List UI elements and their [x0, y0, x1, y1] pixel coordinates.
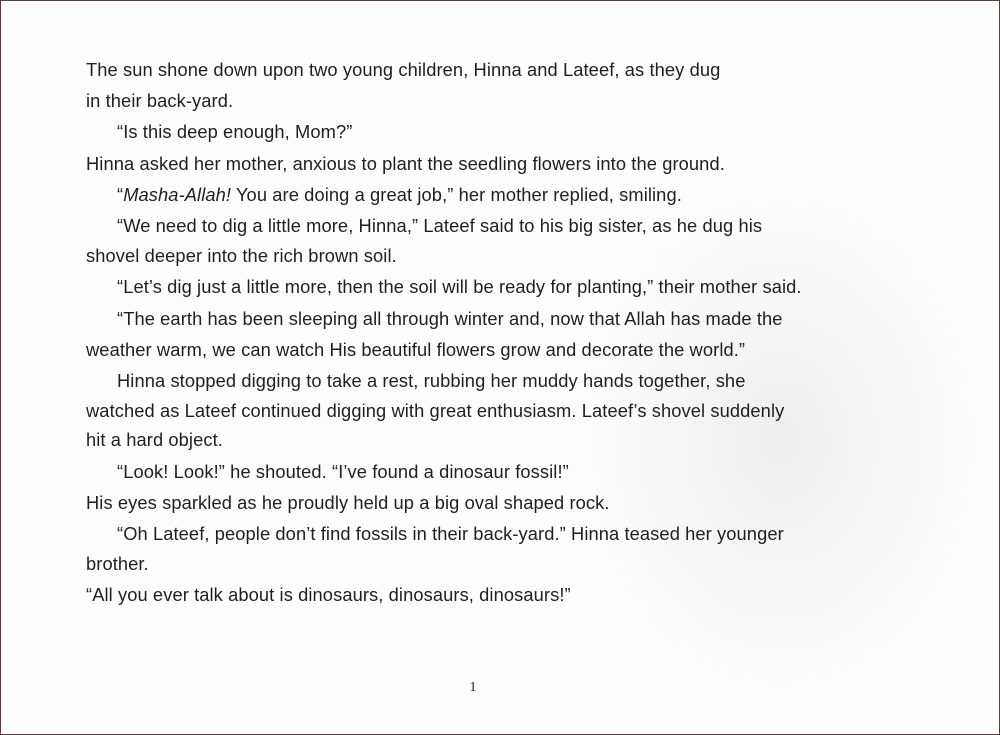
text-line: weather warm, we can watch His beautiful flowers grow and decorate the world.”: [86, 339, 746, 360]
line-remainder: You are doing a great job,” her mother replied, smiling.: [231, 184, 682, 205]
text-line: Hinna asked her mother, anxious to plant the seedling flowers into the ground.: [86, 153, 725, 174]
text-line: hit a hard object.: [86, 429, 223, 450]
text-line: “All you ever talk about is dinosaurs, dinosaurs, dinosaurs!”: [86, 584, 571, 605]
text-line: “Look! Look!” he shouted. “I’ve found a dinosaur fossil!”: [117, 461, 569, 482]
text-line: in their back-yard.: [86, 90, 234, 111]
text-line: “Oh Lateef, people don’t find fossils in their back-yard.” Hinna teased her younger: [117, 523, 784, 544]
text-line: shovel deeper into the rich brown soil.: [86, 245, 397, 266]
text-line: [117, 184, 682, 206]
text-line: “Is this deep enough, Mom?”: [117, 121, 353, 142]
text-line: “The earth has been sleeping all through winter and, now that Allah has made the: [117, 308, 783, 329]
text-line: His eyes sparkled as he proudly held up a big oval shaped rock.: [86, 492, 610, 513]
text-line: brother.: [86, 553, 149, 574]
page-number: 1: [469, 680, 477, 695]
quote-mark: “: [117, 184, 124, 205]
text-line: “Let’s dig just a little more, then the soil will be ready for planting,” their mother said.: [117, 276, 802, 297]
text-line: watched as Lateef continued digging with great enthusiasm. Lateef’s shovel suddenly: [86, 400, 785, 421]
text-line: “We need to dig a little more, Hinna,” Lateef said to his big sister, as he dug his: [117, 215, 763, 236]
italic-phrase: Masha-Allah!: [123, 184, 232, 205]
text-line: Hinna stopped digging to take a rest, rubbing her muddy hands together, she: [117, 370, 746, 391]
text-line: The sun shone down upon two young children, Hinna and Lateef, as they dug: [86, 59, 721, 80]
